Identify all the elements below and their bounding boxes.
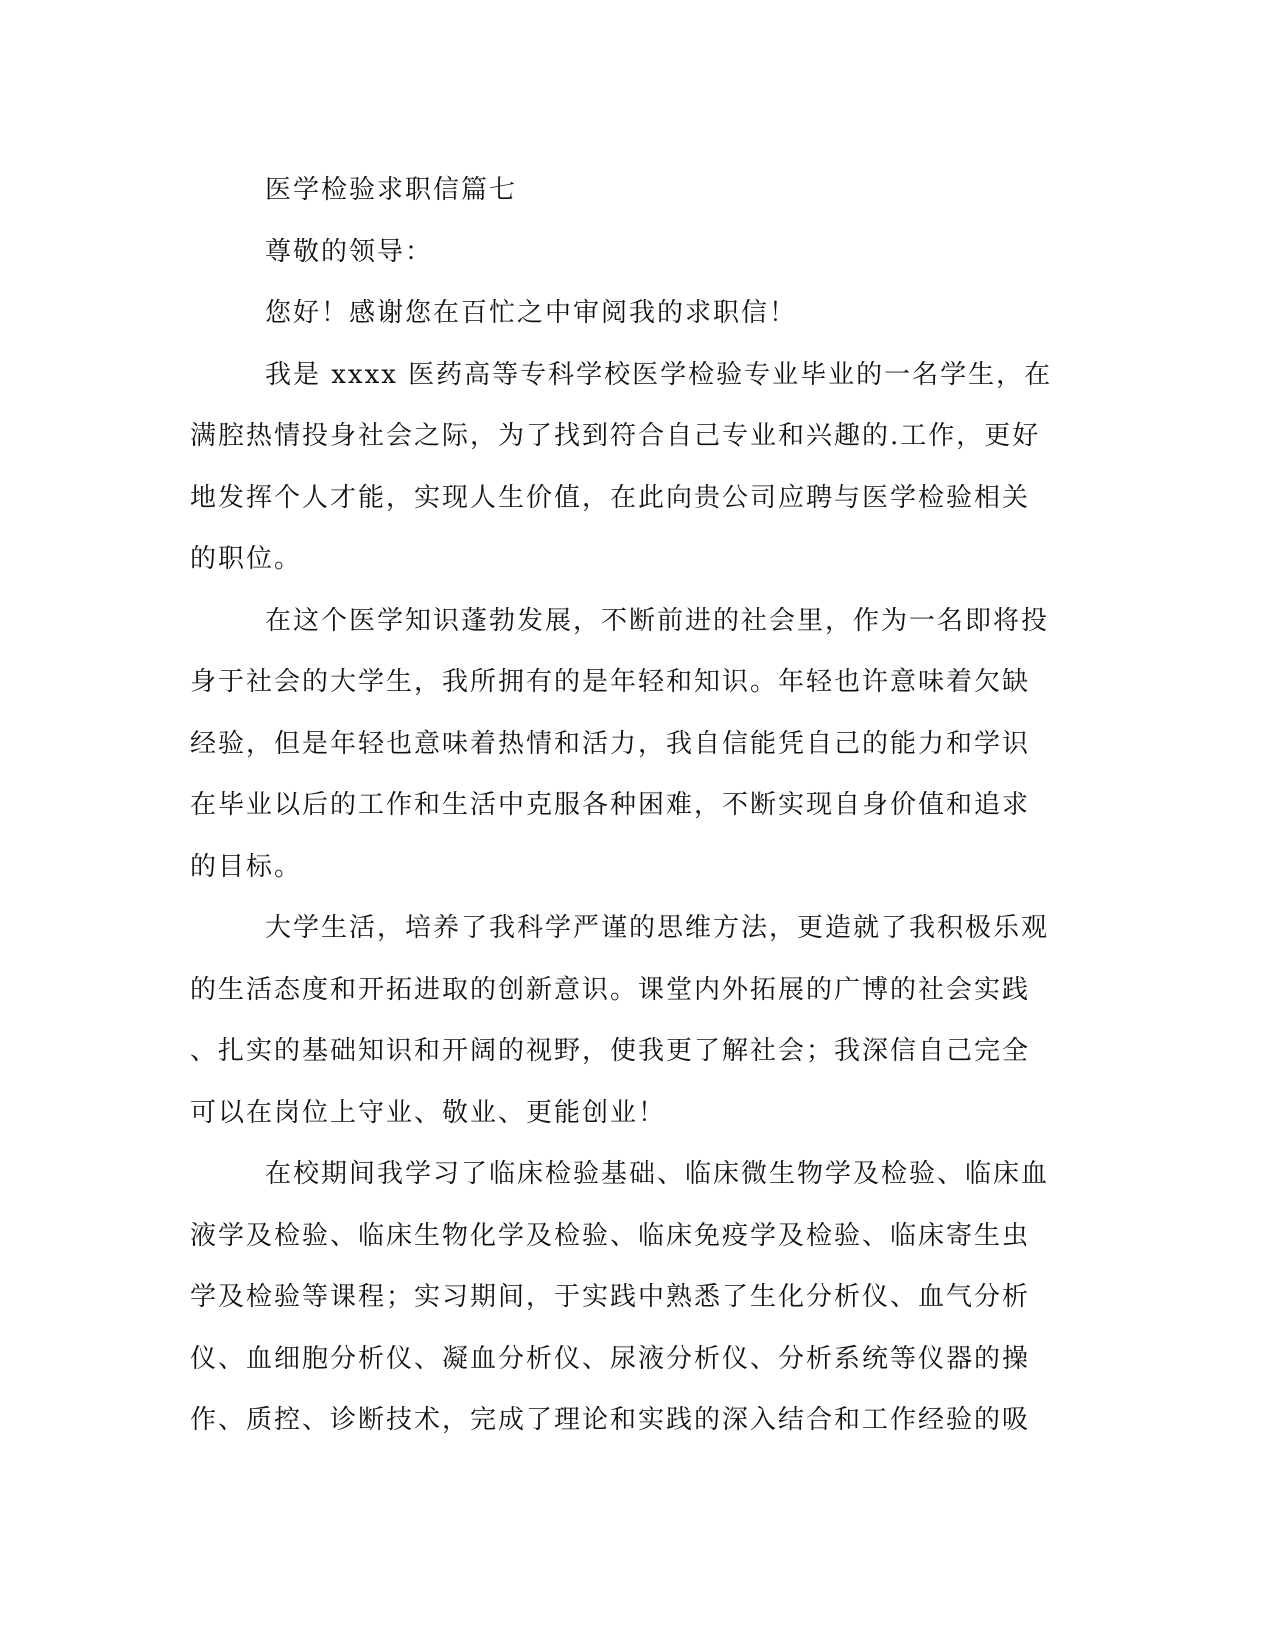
paragraph-line: 在校期间我学习了临床检验基础、临床微生物学及检验、临床血 xyxy=(265,1159,1050,1189)
paragraph-line: 的目标。 xyxy=(190,851,303,882)
greeting: 您好！感谢您在百忙之中审阅我的求职信！ xyxy=(265,298,798,328)
paragraph-line: 地发挥个人才能，实现人生价值，在此向贵公司应聘与医学检验相关 xyxy=(190,482,1031,513)
paragraph-line: 在这个医学知识蓬勃发展，不断前进的社会里，作为一名即将投 xyxy=(265,605,1050,636)
paragraph-line: 大学生活，培养了我科学严谨的思维方法，更造就了我积极乐观 xyxy=(265,913,1050,943)
paragraph-line: 我是 xxxx 医药高等专科学校医学检验专业毕业的一名学生，在 xyxy=(265,359,1053,390)
paragraph-line: 身于社会的大学生，我所拥有的是年轻和知识。年轻也许意味着欠缺 xyxy=(190,667,1031,697)
paragraph-line: 学及检验等课程；实习期间，于实践中熟悉了生化分析仪、血气分析 xyxy=(190,1282,1031,1312)
paragraph-line: 可以在岗位上守业、敬业、更能创业！ xyxy=(190,1097,667,1128)
paragraph-line: 满腔热情投身社会之际，为了找到符合自己专业和兴趣的.工作，更好 xyxy=(190,421,1041,451)
letter-body xyxy=(190,160,1070,1452)
paragraph-line: 的职位。 xyxy=(190,544,303,574)
letter-title: 医学检验求职信篇七 xyxy=(265,175,518,205)
paragraph-line: 液学及检验、临床生物化学及检验、临床免疫学及检验、临床寄生虫 xyxy=(190,1220,1031,1251)
salutation: 尊敬的领导： xyxy=(265,236,434,267)
paragraph-line: 在毕业以后的工作和生活中克服各种困难，不断实现自身价值和追求 xyxy=(190,790,1031,820)
paragraph-line: 经验，但是年轻也意味着热情和活力，我自信能凭自己的能力和学识 xyxy=(190,728,1031,759)
paragraph-line: 作、质控、诊断技术，完成了理论和实践的深入结合和工作经验的吸 xyxy=(190,1405,1031,1435)
paragraph-line: 仪、血细胞分析仪、凝血分析仪、尿液分析仪、分析系统等仪器的操 xyxy=(190,1343,1031,1374)
paragraph-line: 、扎实的基础知识和开阔的视野，使我更了解社会；我深信自己完全 xyxy=(190,1036,1031,1066)
paragraph-line: 的生活态度和开拓进取的创新意识。课堂内外拓展的广博的社会实践 xyxy=(190,974,1031,1005)
